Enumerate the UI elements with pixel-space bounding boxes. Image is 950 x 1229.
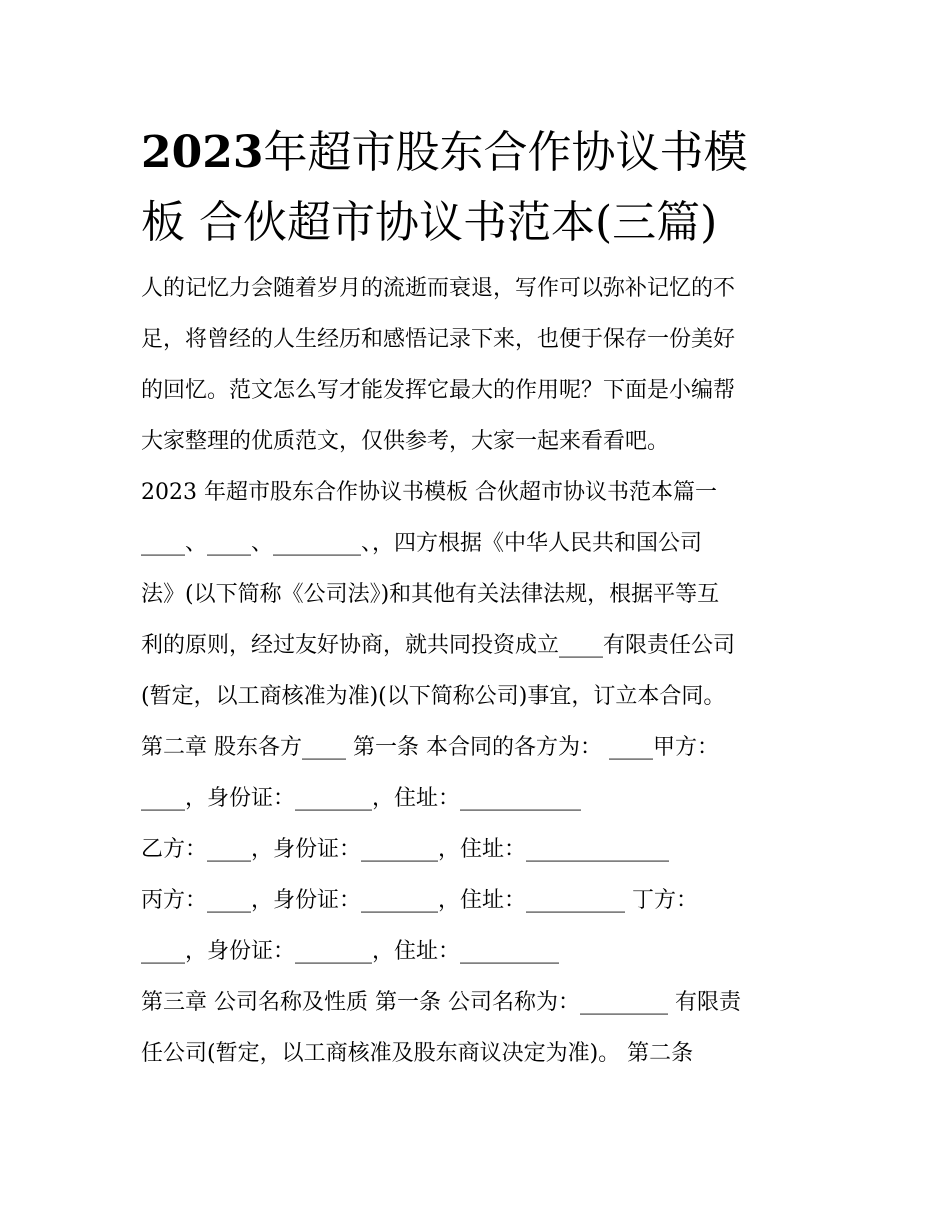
document-page	[141, 118, 811, 1079]
body-line: 足，将曾经的人生经历和感悟记录下来，也便于保存一份美好	[141, 327, 736, 352]
body-line: 人的记忆力会随着岁月的流逝而衰退，写作可以弥补记忆的不	[141, 276, 736, 301]
body-line: (暂定，以工商核准为准)(以下简称公司)事宜，订立本合同。	[141, 684, 726, 709]
title-line-1-text: 年超市股东合作协议书模	[263, 127, 748, 178]
body-line: 利的原则，经过友好协商，就共同投资成立____有限责任公司	[141, 633, 736, 658]
title-year: 2023	[141, 127, 264, 178]
body-line: 第三章 公司名称及性质 第一条 公司名称为：________ 有限责	[141, 990, 741, 1015]
body-line: 丙方：____，身份证：_______，住址：_________ 丁方：	[141, 888, 698, 913]
body-line: ____，身份证：_______，住址：___________	[141, 786, 582, 811]
body-line: 任公司(暂定，以工商核准及股东商议决定为准)。 第二条	[141, 1041, 694, 1066]
title-line-2: 板 合伙超市协议书范本(三篇)	[141, 197, 718, 248]
section-heading: 2023 年超市股东合作协议书模板 合伙超市协议书范本篇一	[141, 480, 717, 505]
document-body	[141, 263, 811, 1079]
body-line: 的回忆。范文怎么写才能发挥它最大的作用呢？下面是小编帮	[141, 378, 736, 403]
body-line: ____、____、________、，四方根据《中华人民共和国公司	[141, 531, 703, 556]
body-line: 第二章 股东各方____ 第一条 本合同的各方为： ____甲方：	[141, 735, 719, 760]
document-title	[141, 118, 811, 258]
body-line: 法》(以下简称《公司法》)和其他有关法律法规，根据平等互	[141, 582, 720, 607]
body-line: 大家整理的优质范文，仅供参考，大家一起来看看吧。	[141, 429, 670, 454]
body-line: 乙方：____，身份证：_______，住址：_____________	[141, 837, 670, 862]
title-line-1	[141, 127, 747, 178]
body-line: ____，身份证：_______，住址：_________	[141, 939, 560, 964]
